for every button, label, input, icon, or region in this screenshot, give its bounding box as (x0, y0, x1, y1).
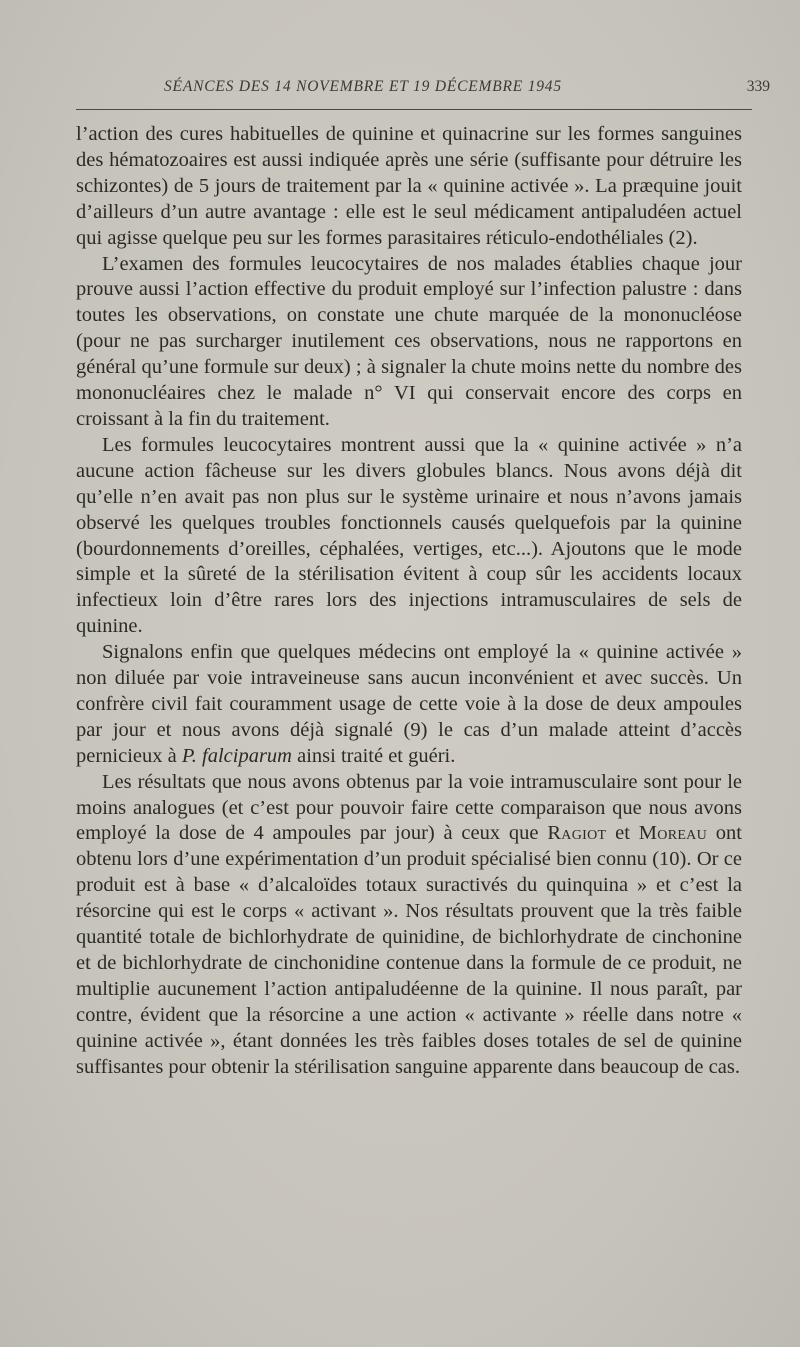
paragraph-4 (76, 640, 742, 770)
paragraph-5-tail: ont obtenu lors d’une expérimentation d’un produit spécialisé bien connu (10). Or ce produit est à base « d’alcaloïdes totaux suractivés du quinquina » et c’est la résorcine qui est le corps « activant ». Nos résultats prouvent que la très faible quantité totale de bichlorhydrate de quinidine, de bichlorhydrate de cinchonine et de bichlorhydrate de cinchonidine contenue dans la formule de ce produit, ne multiplie aucunement l’action antipaludéenne de la quinine. Il nous paraît, par contre, évident que la résorcine a une action « activante » réelle dans notre « quinine activée », étant données les très faibles doses totales de sel de quinine suffisantes pour obtenir la stérilisation sanguine apparente dans beaucoup de cas. (76, 822, 742, 1078)
header-rule (76, 109, 752, 110)
page-number: 339 (746, 78, 770, 95)
paragraph-1: l’action des cures habituelles de quinine et quinacrine sur les formes sanguines des hématozoaires est aussi indiquée après une série (suffisante pour détruire les schizontes) de 5 jours de traitement par la « quinine activée ». La præquine jouit d’ailleurs d’un autre avantage : elle est le seul médicament antipaludéen actuel qui agisse quelque peu sur les formes parasitaires réticulo-endothéliales (2). (76, 123, 742, 249)
paragraph-2: L’examen des formules leucocytaires de nos malades établies chaque jour prouve aussi l’action effective du produit employé sur l’infection palustre : dans toutes les observations, on constate une chute marquée de la mononucléose (pour ne pas surcharger inutilement ces observations, nous ne rapportons en général qu’une formule sur deux) ; à signaler la chute moins nette du nombre des mononucléaires chez le malade n° VI qui conservait encore des corps en croissant à la fin du traitement. (76, 252, 742, 430)
paragraph-3: Les formules leucocytaires montrent aussi que la « quinine activée » n’a aucune action fâcheuse sur les divers globules blancs. Nous avons déjà dit qu’elle n’en avait pas non plus sur le système urinaire et nous n’avons jamais observé les quelques troubles fonctionnels causés quelquefois par la quinine (bourdonnements d’oreilles, céphalées, vertiges, etc...). Ajoutons que le mode simple et la sûreté de la stérilisation évitent à coup sûr les accidents locaux infectieux loin d’être rares lors des injections intramusculaires de sels de quinine. (76, 433, 742, 638)
author-moreau: Moreau (638, 822, 707, 845)
species-name: P. falciparum (181, 744, 292, 767)
author-ragiot: Ragiot (547, 822, 607, 845)
paragraph-5 (76, 770, 742, 1081)
running-title: SÉANCES DES 14 NOVEMBRE ET 19 DÉCEMBRE 1945 (164, 78, 562, 95)
page-header (76, 76, 770, 102)
paragraph-4-tail: ainsi traité et guéri. (291, 744, 456, 767)
article-body (76, 122, 742, 1081)
author-conjunction: et (606, 822, 639, 845)
paragraph-4-text: Signalons enfin que quelques médecins ont employé la « quinine activée » non diluée par voie intraveineuse sans aucun inconvénient et avec succès. Un confrère civil fait couramment usage de cette voie à la dose de deux ampoules par jour et nous avons déjà signalé (9) le cas d’un malade atteint d’accès pernicieux à (76, 641, 742, 767)
paragraph-5-text: Les résultats que nous avons obtenus par la voie intramusculaire sont pour le moins analogues (et c’est pour pouvoir faire cette comparaison que nous avons employé la dose de 4 ampoules par jour) à ceux que (76, 770, 742, 845)
